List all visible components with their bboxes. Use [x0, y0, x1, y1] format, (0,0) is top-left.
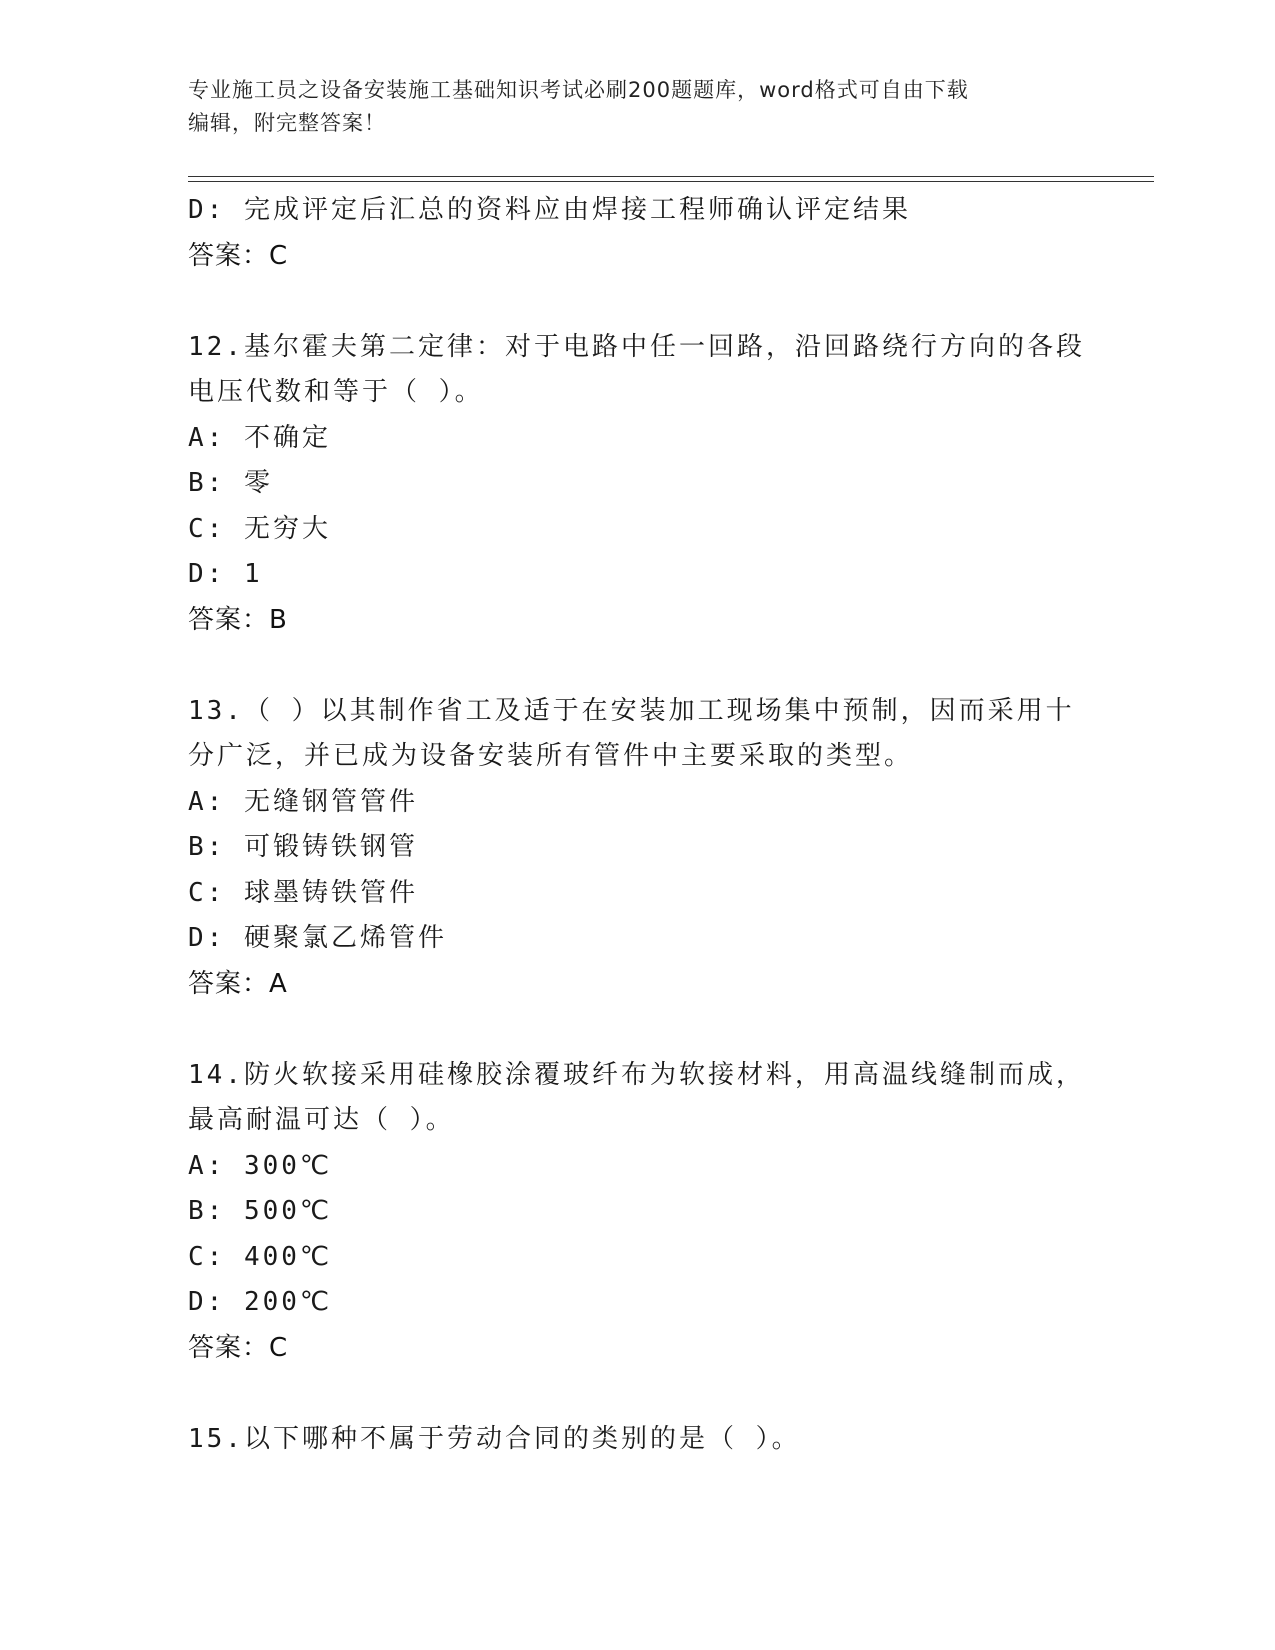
- option-d: D: 硬聚氯乙烯管件: [188, 923, 447, 953]
- answer-line: 答案：B: [188, 604, 288, 635]
- question-stem-line-1: 13.（ ）以其制作省工及适于在安装加工现场集中预制，因而采用十: [188, 695, 1075, 726]
- question-stem-line-1: 12.基尔霍夫第二定律：对于电路中任一回路，沿回路绕行方向的各段: [188, 331, 1085, 362]
- question-11-tail: [188, 188, 1088, 279]
- spacer: [188, 1371, 1088, 1417]
- header-divider-top: [188, 176, 1154, 177]
- option-d: D: 1: [188, 559, 263, 589]
- option-c: C: 无穷大: [188, 513, 331, 544]
- option-b: B: 零: [188, 468, 273, 498]
- spacer: [188, 643, 1088, 689]
- document-body: [188, 188, 1088, 1462]
- answer-line: 答案：C: [188, 240, 289, 271]
- question-stem-line-1: 14.防火软接采用硅橡胶涂覆玻纤布为软接材料，用高温线缝制而成，: [188, 1059, 1085, 1090]
- question-stem-line-2: 分广泛，并已成为设备安装所有管件中主要采取的类型。: [188, 741, 914, 771]
- question-stem-line-2: 电压代数和等于（ ）。: [188, 377, 484, 407]
- answer-line: 答案：A: [188, 968, 288, 999]
- option-a: A: 300℃: [188, 1150, 333, 1181]
- document-header: [188, 74, 1088, 140]
- question-13: [188, 689, 1088, 1008]
- option-a: A: 无缝钢管管件: [188, 786, 418, 817]
- answer-line: 答案：C: [188, 1332, 289, 1363]
- option-c: C: 400℃: [188, 1241, 333, 1272]
- header-line-2: 编辑，附完整答案！: [188, 111, 386, 135]
- option-c: C: 球墨铸铁管件: [188, 877, 418, 908]
- question-14: [188, 1053, 1088, 1372]
- header-divider-bottom: [188, 181, 1154, 182]
- spacer: [188, 1007, 1088, 1053]
- option-d: D: 200℃: [188, 1287, 333, 1317]
- question-12: [188, 325, 1088, 644]
- option-a: A: 不确定: [188, 422, 331, 453]
- header-line-1: 专业施工员之设备安装施工基础知识考试必刷200题题库，word格式可自由下载: [188, 78, 969, 102]
- spacer: [188, 279, 1088, 325]
- question-stem-line-1: 15.以下哪种不属于劳动合同的类别的是（ ）。: [188, 1423, 801, 1454]
- option-b: B: 可锻铸铁钢管: [188, 832, 418, 862]
- option-b: B: 500℃: [188, 1196, 333, 1226]
- question-15: [188, 1417, 1088, 1463]
- question-stem-line-2: 最高耐温可达（ ）。: [188, 1105, 455, 1135]
- option-d: D: 完成评定后汇总的资料应由焊接工程师确认评定结果: [188, 195, 911, 225]
